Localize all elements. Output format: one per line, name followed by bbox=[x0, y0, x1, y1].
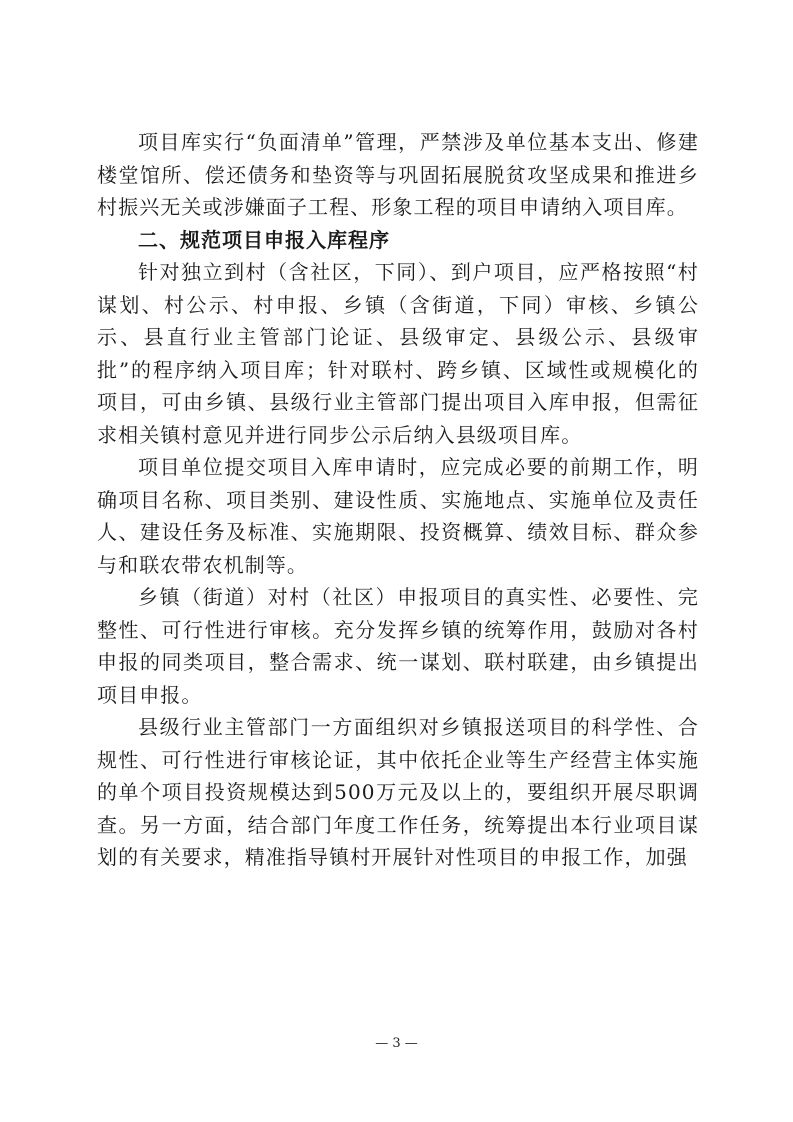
paragraph-township-review: 乡镇（街道）对村（社区）申报项目的真实性、必要性、完整性、可行性进行审核。充分发挥乡镇的统筹作用，鼓励对各村申报的同类项目，整合需求、统一谋划、联村联建，由乡镇提出项目申报。 bbox=[97, 585, 699, 707]
page-number: — 3 — bbox=[375, 1036, 418, 1051]
paragraph-procedure: 针对独立到村（含社区，下同）、到户项目，应严格按照“村谋划、村公示、村申报、乡镇（含街道，下同）审核、乡镇公示、县直行业主管部门论证、县级审定、县级公示、县级审批”的程序纳入项目库；针对联村、跨乡镇、区域性或规模化的项目，可由乡镇、县级行业主管部门提出项目入库申报，但需征求相关镇村意见并进行同步公示后纳入县级项目库。 bbox=[97, 260, 699, 447]
paragraph-application: 项目单位提交项目入库申请时，应完成必要的前期工作，明确项目名称、项目类别、建设性质、实施地点、实施单位及责任人、建设任务及标准、实施期限、投资概算、绩效目标、群众参与和联农带农机制等。 bbox=[97, 455, 699, 577]
paragraph-county-department: 县级行业主管部门一方面组织对乡镇报送项目的科学性、合规性、可行性进行审核论证，其中依托企业等生产经营主体实施的单个项目投资规模达到500万元及以上的，要组织开展尽职调查。另一方面，结合部门年度工作任务，统筹提出本行业项目谋划的有关要求，精准指导镇村开展针对性项目的申报工作，加强 bbox=[97, 715, 699, 869]
paragraph-negative-list: 项目库实行“负面清单”管理，严禁涉及单位基本支出、修建楼堂馆所、偿还债务和垫资等与巩固拓展脱贫攻坚成果和推进乡村振兴无关或涉嫌面子工程、形象工程的项目申请纳入项目库。 bbox=[97, 130, 699, 219]
document-body bbox=[97, 126, 699, 874]
section-heading: 二、规范项目申报入库程序 bbox=[138, 227, 390, 252]
